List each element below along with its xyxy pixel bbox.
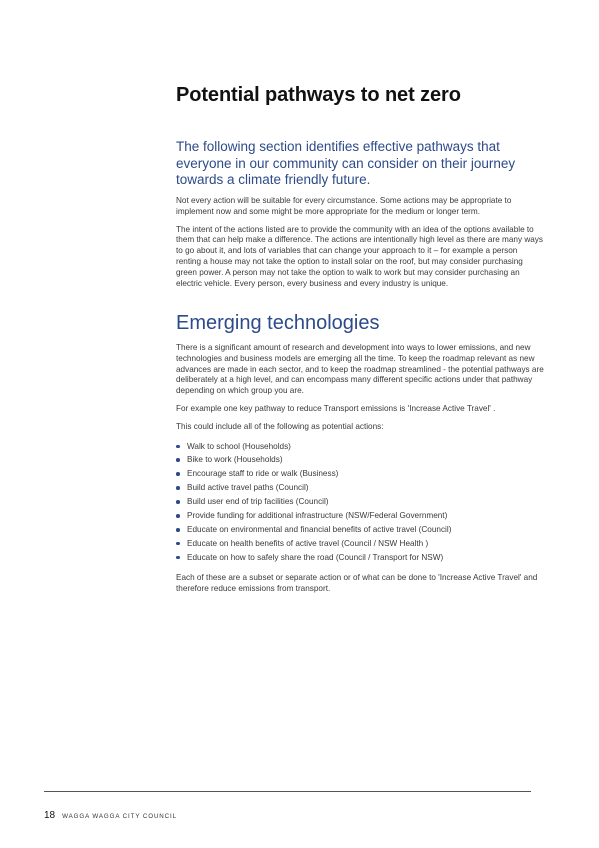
bullet-icon bbox=[176, 542, 180, 546]
list-item-text: Build active travel paths (Council) bbox=[187, 483, 309, 493]
page-title: Potential pathways to net zero bbox=[176, 84, 461, 106]
list-item bbox=[176, 537, 544, 551]
bullet-icon bbox=[176, 500, 180, 504]
council-name: WAGGA WAGGA CITY COUNCIL bbox=[62, 813, 178, 820]
section-paragraph-3: This could include all of the following as potential actions: bbox=[176, 421, 384, 431]
intro-section bbox=[176, 196, 544, 296]
list-item-text: Educate on how to safely share the road (Council / Transport for NSW) bbox=[187, 552, 444, 562]
list-item bbox=[176, 453, 544, 467]
list-item bbox=[176, 523, 544, 537]
list-item-text: Build user end of trip facilities (Council) bbox=[187, 497, 329, 507]
list-item bbox=[176, 509, 544, 523]
page-footer bbox=[44, 810, 177, 821]
lead-paragraph: The following section identifies effective pathways that everyone in our community can consider on their journey towards a climate friendly future. bbox=[176, 139, 516, 187]
actions-list bbox=[176, 440, 544, 565]
section-paragraph-2: For example one key pathway to reduce Transport emissions is 'Increase Active Travel' . bbox=[176, 403, 496, 413]
bullet-icon bbox=[176, 514, 180, 518]
list-item-text: Educate on health benefits of active travel (Council / NSW Health ) bbox=[187, 538, 429, 548]
bullet-icon bbox=[176, 556, 180, 560]
list-item bbox=[176, 495, 544, 509]
section-heading: Emerging technologies bbox=[176, 312, 380, 334]
list-item-text: Encourage staff to ride or walk (Business) bbox=[187, 469, 339, 479]
list-item bbox=[176, 551, 544, 565]
list-item bbox=[176, 481, 544, 495]
list-item-text: Walk to school (Households) bbox=[187, 441, 291, 451]
intro-paragraph-1: Not every action will be suitable for every circumstance. Some actions may be appropriate to implement now and some might be more appropriate for the medium or longer term. bbox=[176, 196, 512, 216]
bullet-icon bbox=[176, 458, 180, 462]
list-item-text: Provide funding for additional infrastructure (NSW/Federal Government) bbox=[187, 511, 448, 521]
page-number: 18 bbox=[44, 810, 56, 821]
footer-divider bbox=[44, 791, 531, 792]
section-paragraph-1: There is a significant amount of research and development into ways to lower emissions, and new technologies and business models are emerging all the time. To keep the roadmap relevant as new advances are made in each sector, and to keep the roadmap streamlined - the potential pathways are deliberately at a high level, and can encompass many different specific actions under that pathway depending on which group you are. bbox=[176, 343, 544, 396]
emerging-technologies-section bbox=[176, 343, 544, 601]
bullet-icon bbox=[176, 486, 180, 490]
closing-paragraph: Each of these are a subset or separate action or of what can be done to 'Increase Active Travel' and therefore reduce emissions from transport. bbox=[176, 572, 538, 593]
bullet-icon bbox=[176, 472, 180, 476]
bullet-icon bbox=[176, 528, 180, 532]
intro-paragraph-2: The intent of the actions listed are to provide the community with an idea of the options available to them that can help make a difference. The actions are intentionally high level as there are many ways to go about it, and lots of variables that can change your approach to it – for example a person renting a house may not take the option to install solar on the roof, but may consider purchasing green power. A person may not take the option to walk to work but may consider purchasing an electric vehicle. Every person, every business and every industry is unique. bbox=[176, 224, 543, 288]
list-item bbox=[176, 440, 544, 454]
list-item-text: Bike to work (Households) bbox=[187, 455, 283, 465]
bullet-icon bbox=[176, 445, 180, 449]
list-item-text: Educate on environmental and financial benefits of active travel (Council) bbox=[187, 525, 452, 535]
list-item bbox=[176, 467, 544, 481]
